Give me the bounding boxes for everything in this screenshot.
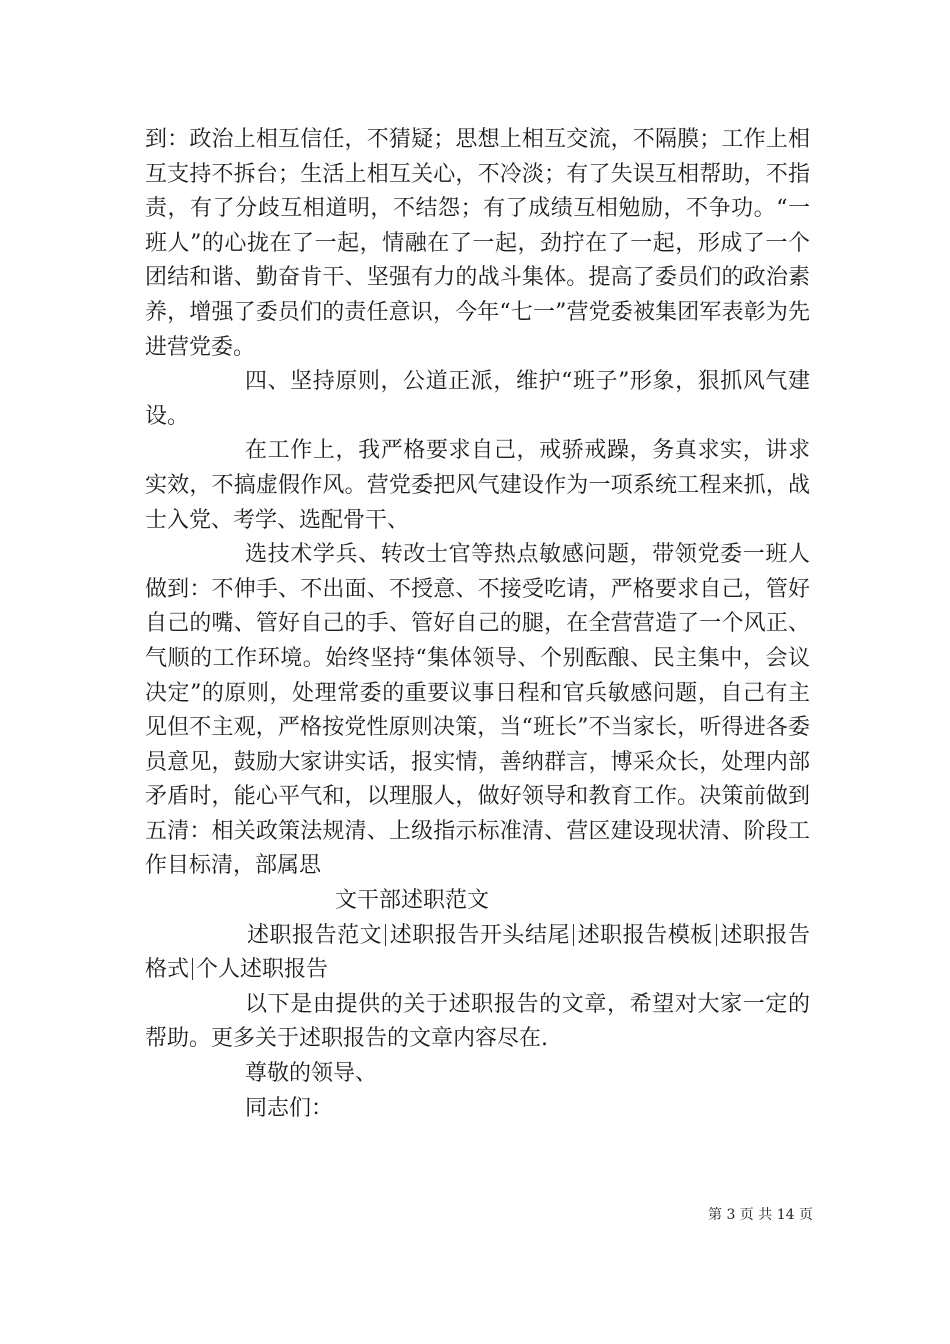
intro-paragraph: 以下是由提供的关于述职报告的文章，希望对大家一定的帮助。更多关于述职报告的文章内容尽在. bbox=[145, 991, 810, 1052]
page-number-footer: 第 3 页 共 14 页 bbox=[708, 1207, 813, 1223]
link-report-opening[interactable]: 述职报告开头结尾 bbox=[389, 922, 571, 948]
paragraph-unity: 到：政治上相互信任，不猜疑；思想上相互交流，不隔膜；工作上相互支持不拆台；生活上相互关心，不冷淡；有了失误互相帮助，不指责，有了分歧互相道明，不结怨；有了成绩互相勉励，不争功。“一班人”的心拢在了一起，情融在了一起，劲拧在了一起，形成了一个团结和谐、勤奋肯干、坚强有力的战斗集体。提高了委员们的政治素养，增强了委员们的责任意识，今年“七一”营党委被集团军表彰为先进营党委。 bbox=[145, 127, 810, 360]
link-report-format[interactable]: 述职报告格式 bbox=[145, 922, 810, 983]
salutation-leaders: 尊敬的领导、 bbox=[245, 1061, 378, 1087]
link-separator bbox=[573, 924, 574, 946]
link-report-sample[interactable]: 述职报告范文 bbox=[247, 922, 383, 948]
paragraph-work-style: 在工作上，我严格要求自己，戒骄戒躁，务真求实，讲求实效，不搞虚假作风。营党委把风气建设作为一项系统工程来抓，战士入党、考学、选配骨干、 bbox=[145, 438, 810, 533]
document-body bbox=[145, 123, 810, 1126]
link-separator bbox=[716, 924, 717, 946]
link-separator bbox=[385, 924, 386, 946]
paragraph-decision: 选技术学兵、转改士官等热点敏感问题，带领党委一班人做到：不伸手、不出面、不授意、不接受吃请，严格要求自己，管好自己的嘴、管好自己的手、管好自己的腿，在全营营造了一个风正、气顺的工作环境。始终坚持“集体领导、个别酝酿、民主集中，会议决定”的原则，处理常委的重要议事日程和官兵敏感问题，自己有主见但不主观，严格按党性原则决策，当“班长”不当家长，听得进各委员意见，鼓励大家讲实话，报实情，善纳群言，博采众长，处理内部矛盾时，能心平气和，以理服人，做好领导和教育工作。决策前做到五清：相关政策法规清、上级指示标准清、营区建设现状清、阶段工作目标清，部属思 bbox=[145, 542, 810, 879]
link-separator bbox=[192, 958, 193, 980]
link-personal-report[interactable]: 个人述职报告 bbox=[196, 957, 329, 983]
related-links bbox=[145, 919, 810, 988]
salutation-comrades: 同志们： bbox=[245, 1095, 334, 1121]
link-report-template[interactable]: 述职报告模板 bbox=[577, 922, 713, 948]
article-title: 文干部述职范文 bbox=[335, 888, 490, 914]
section-heading-four: 四、坚持原则，公道正派，维护“班子”形象，狠抓风气建设。 bbox=[145, 369, 810, 429]
